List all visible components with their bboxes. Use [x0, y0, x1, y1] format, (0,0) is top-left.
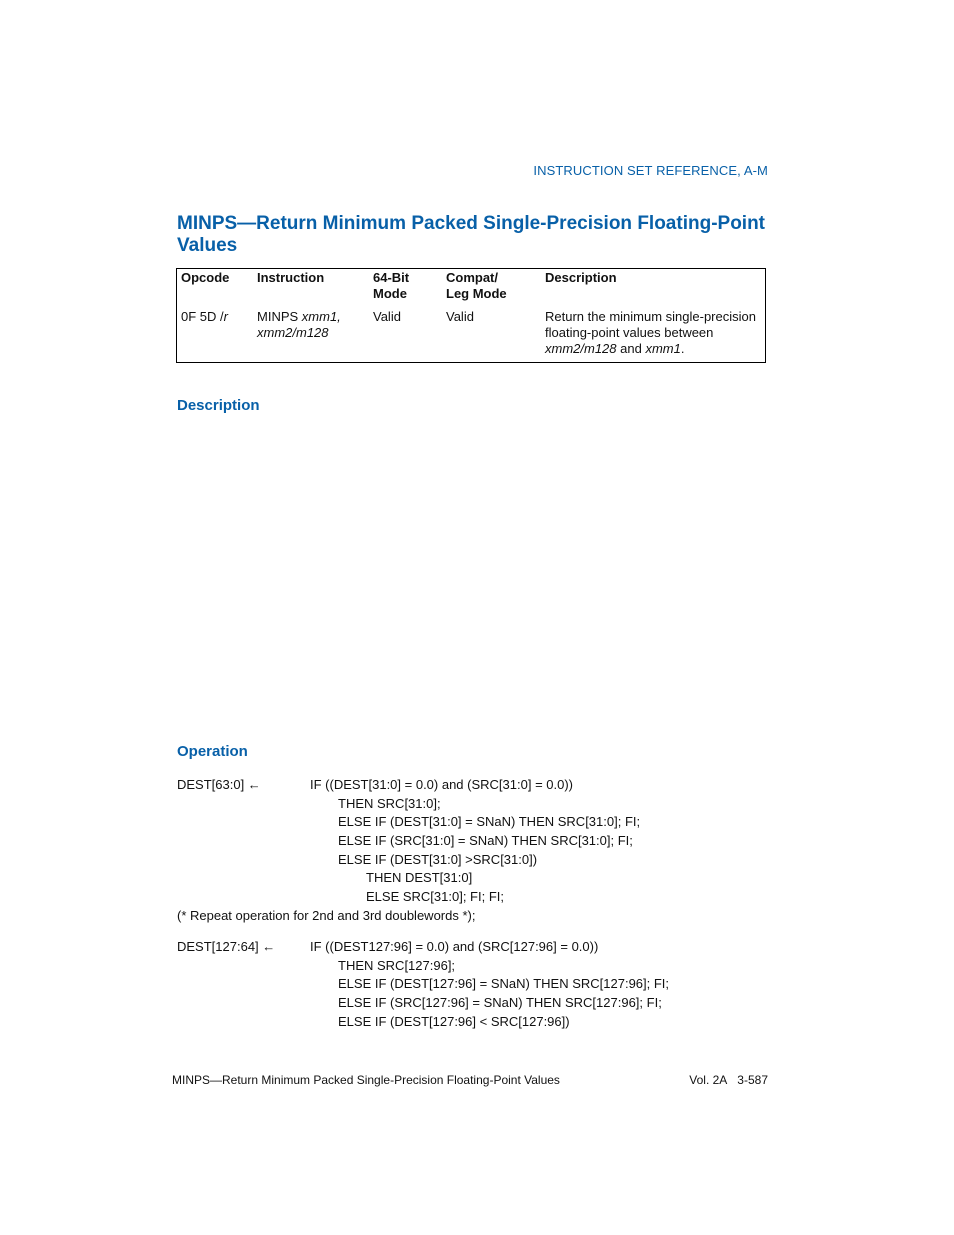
footer-page-info — [689, 1073, 768, 1087]
op-line: ELSE IF (DEST[127:96] < SRC[127:96]) — [338, 1014, 570, 1029]
op-label-2: DEST[127:64] ← — [177, 939, 276, 954]
footer-page-number: 3-587 — [737, 1073, 768, 1087]
op-label-1: DEST[63:0] ← — [177, 777, 261, 792]
footer-title: MINPS—Return Minimum Packed Single-Precision Floating-Point Values — [172, 1073, 560, 1087]
header-opcode: Opcode — [181, 270, 230, 285]
opcode-text: 0F 5D / — [181, 309, 224, 324]
cell-64bit-mode: Valid — [373, 309, 401, 324]
op-line: THEN DEST[31:0] — [366, 870, 473, 885]
header-instruction: Instruction — [257, 270, 325, 285]
header-description: Description — [545, 270, 617, 285]
desc-line-1: Return the minimum single-precision — [545, 309, 756, 324]
header-compat-line1: Compat/ — [446, 270, 498, 285]
opcode-italic: r — [223, 309, 228, 324]
op-line: THEN SRC[31:0]; — [338, 796, 441, 811]
desc-period: . — [680, 341, 685, 356]
op-line: IF ((DEST[31:0] = 0.0) and (SRC[31:0] = 0.0)) — [310, 777, 573, 792]
instruction-operand-2: xmm2/m128 — [257, 325, 329, 340]
op-line: ELSE IF (SRC[127:96] = SNaN) THEN SRC[127:96]; FI; — [338, 995, 662, 1010]
desc-operand-2: xmm1 — [645, 341, 681, 356]
opcode-table — [176, 268, 766, 363]
section-heading-operation: Operation — [177, 743, 248, 760]
op-line: ELSE SRC[31:0]; FI; FI; — [366, 889, 504, 904]
header-compat-line2: Leg Mode — [446, 286, 507, 301]
op-line: THEN SRC[127:96]; — [338, 958, 456, 973]
op-line: ELSE IF (SRC[31:0] = SNaN) THEN SRC[31:0]; FI; — [338, 833, 633, 848]
desc-and: and — [616, 341, 646, 356]
running-header: INSTRUCTION SET REFERENCE, A-M — [533, 163, 768, 178]
footer-volume: Vol. 2A — [689, 1073, 728, 1087]
instruction-operand-1: xmm1, — [301, 309, 341, 324]
desc-operand-1: xmm2/m128 — [545, 341, 617, 356]
cell-description — [545, 309, 765, 357]
op-line: IF ((DEST127:96] = 0.0) and (SRC[127:96] = 0.0)) — [310, 939, 599, 954]
page-title — [177, 213, 777, 257]
header-compat-mode — [446, 270, 507, 302]
cell-compat-mode: Valid — [446, 309, 474, 324]
op-line: ELSE IF (DEST[31:0] = SNaN) THEN SRC[31:0]; FI; — [338, 814, 641, 829]
header-64bit-line2: Mode — [373, 286, 407, 301]
op-comment: (* Repeat operation for 2nd and 3rd doublewords *); — [177, 908, 476, 923]
op-line: ELSE IF (DEST[127:96] = SNaN) THEN SRC[127:96]; FI; — [338, 976, 670, 991]
header-64bit-line1: 64-Bit — [373, 270, 410, 285]
title-line-2: Values — [177, 235, 238, 256]
header-64bit-mode — [373, 270, 409, 302]
op-line: ELSE IF (DEST[31:0] >SRC[31:0]) — [338, 852, 538, 867]
desc-line-2: floating-point values between — [545, 325, 714, 340]
cell-opcode — [181, 309, 228, 325]
desc-line-3 — [545, 341, 765, 357]
cell-instruction — [257, 309, 341, 341]
section-heading-description: Description — [177, 397, 260, 414]
title-line-1: MINPS—Return Minimum Packed Single-Precision Floating-Point — [177, 213, 766, 234]
instruction-mnemonic: MINPS — [257, 309, 302, 324]
